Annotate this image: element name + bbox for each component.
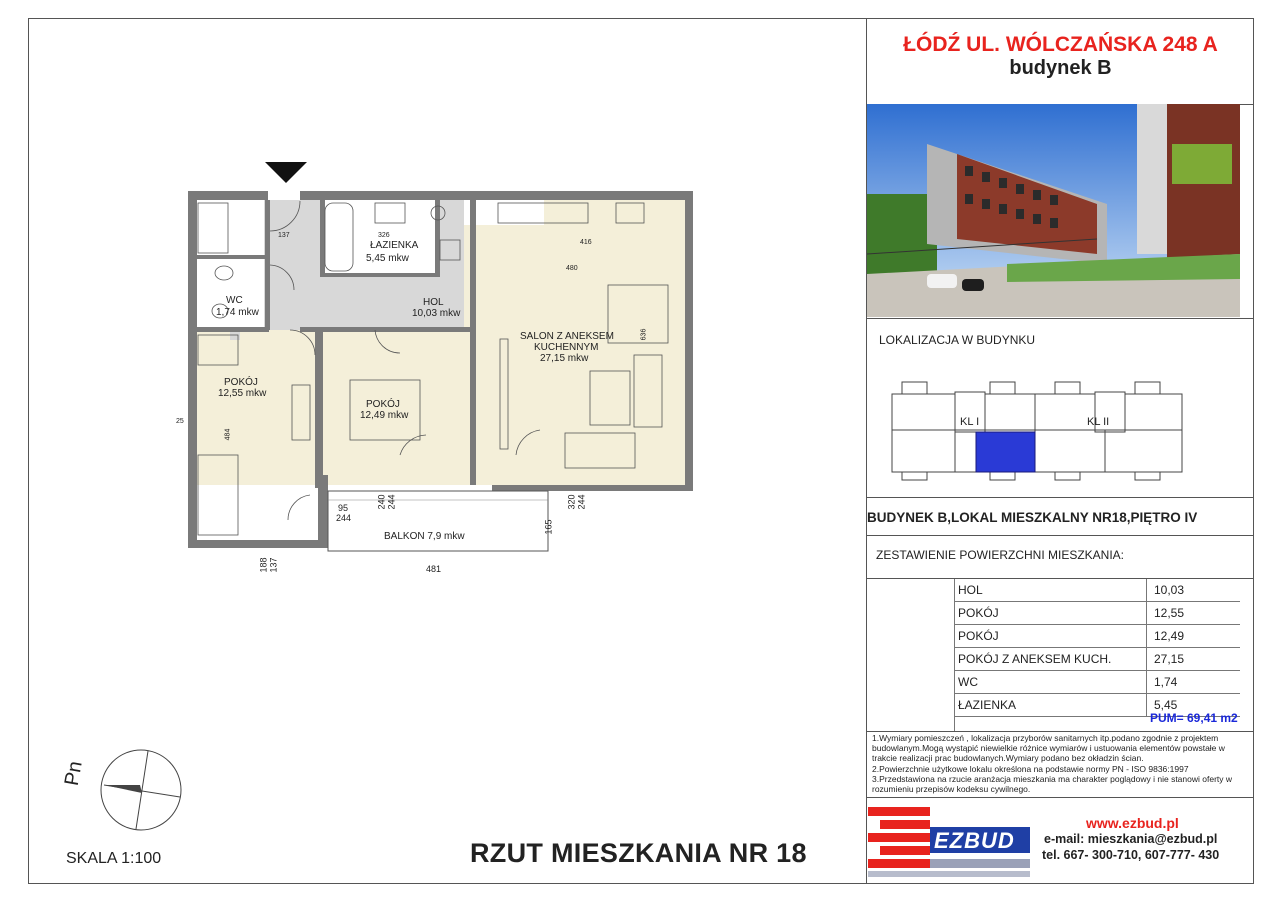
area-row-room: WC bbox=[958, 675, 978, 689]
note-2: 2.Powierzchnie użytkowe lokalu określona na podstawie normy PN - ISO 9836:1997 bbox=[872, 763, 1189, 774]
dim-label: 244 bbox=[576, 494, 587, 510]
room-name-salon-1: SALON Z ANEKSEM bbox=[520, 331, 614, 342]
phone-number: tel. 667- 300-710, 607-777- 430 bbox=[1042, 848, 1220, 862]
area-row-value: 27,15 bbox=[1154, 652, 1185, 666]
dim-label: 320 bbox=[566, 494, 577, 510]
area-row-separator bbox=[1146, 648, 1147, 670]
area-row-room: HOL bbox=[958, 583, 983, 597]
table-bottom-divider bbox=[867, 731, 1254, 732]
total-area: PUM= 69,41 m2 bbox=[1150, 711, 1238, 725]
area-summary-title: ZESTAWIENIE POWIERZCHNI MIESZKANIA: bbox=[876, 548, 1125, 562]
room-area-pokoj-1: 12,55 mkw bbox=[218, 388, 267, 399]
address-title: ŁÓDŹ UL. WÓLCZAŃSKA 248 A bbox=[903, 33, 1218, 56]
room-name-lazienka: ŁAZIENKA bbox=[370, 240, 419, 251]
dim-label: 165 bbox=[543, 519, 554, 535]
area-row-room: POKÓJ bbox=[958, 629, 999, 643]
room-name-pokoj-1: POKÓJ bbox=[224, 377, 258, 388]
dim-label: 137 bbox=[268, 557, 279, 573]
building-render-image bbox=[867, 104, 1240, 317]
area-row-value: 10,03 bbox=[1154, 583, 1185, 597]
dim-label: 95 bbox=[338, 503, 349, 513]
plan-scale: SKALA 1:100 bbox=[66, 850, 162, 867]
notes-block bbox=[872, 733, 1242, 794]
unit-divider bbox=[867, 535, 1254, 536]
logo-text: EZBUD bbox=[934, 828, 1015, 853]
area-row-room: POKÓJ bbox=[958, 606, 999, 620]
notes-divider bbox=[867, 797, 1254, 798]
room-area-wc: 1,74 mkw bbox=[216, 307, 259, 318]
room-name-salon-2: KUCHENNYM bbox=[534, 342, 599, 353]
dim-label: 480 bbox=[566, 265, 578, 272]
area-table bbox=[954, 579, 1240, 717]
dim-label: 137 bbox=[278, 232, 290, 239]
render-divider bbox=[867, 318, 1254, 319]
dim-label: 636 bbox=[640, 328, 648, 341]
website-link[interactable]: www.ezbud.pl bbox=[1086, 815, 1179, 831]
area-row-separator bbox=[1146, 625, 1147, 647]
note-1: 1.Wymiary pomieszczeń , lokalizacja przyborów sanitarnych itp.podano zgodnie z projektem budowlanym.Mogą wystąpić niewielkie różnice wymiarów i ustuowania elementów powstałe w trakcie realizacji prac budowlanych.Wymiary podano bez okładzin ścian. bbox=[872, 733, 1225, 764]
location-title: LOKALIZACJA W BUDYNKU bbox=[879, 333, 1036, 347]
location-divider bbox=[867, 497, 1254, 498]
building-subtitle: budynek B bbox=[1009, 57, 1112, 79]
dim-label: 326 bbox=[378, 232, 390, 239]
building-location-diagram bbox=[880, 372, 1190, 482]
north-arrow bbox=[96, 745, 186, 835]
unit-title: BUDYNEK B,LOKAL MIESZKALNY NR18,PIĘTRO IV bbox=[867, 510, 1198, 525]
area-row-value: 1,74 bbox=[1154, 675, 1178, 689]
dim-label: 481 bbox=[426, 564, 442, 574]
table-left-border bbox=[954, 579, 955, 731]
area-row bbox=[954, 625, 1240, 648]
north-label: Pn bbox=[60, 759, 87, 788]
area-row-separator bbox=[1146, 579, 1147, 601]
stair-label-1: KL I bbox=[960, 416, 980, 428]
room-name-pokoj-2: POKÓJ bbox=[366, 399, 400, 410]
area-row-separator bbox=[1146, 694, 1147, 716]
area-row bbox=[954, 648, 1240, 671]
area-row bbox=[954, 671, 1240, 694]
dim-label: 188 bbox=[258, 557, 269, 573]
area-row-value: 12,49 bbox=[1154, 629, 1185, 643]
room-area-hol: 10,03 mkw bbox=[412, 308, 461, 319]
room-area-lazienka: 5,45 mkw bbox=[366, 253, 409, 264]
area-row-value: 5,45 bbox=[1154, 698, 1178, 712]
area-row-value: 12,55 bbox=[1154, 606, 1185, 620]
dim-label: 244 bbox=[336, 513, 352, 523]
dim-label: 25 bbox=[176, 418, 184, 425]
area-row-room: ŁAZIENKA bbox=[958, 698, 1017, 712]
ezbud-logo bbox=[868, 805, 1033, 880]
area-row-separator bbox=[1146, 602, 1147, 624]
dim-label: 240 bbox=[376, 494, 387, 510]
floor-plan bbox=[170, 155, 730, 585]
room-area-salon: 27,15 mkw bbox=[540, 353, 589, 364]
stair-label-2: KL II bbox=[1087, 416, 1110, 428]
area-row bbox=[954, 602, 1240, 625]
area-row-separator bbox=[1146, 671, 1147, 693]
area-row bbox=[954, 579, 1240, 602]
room-name-hol: HOL bbox=[423, 297, 444, 308]
room-area-pokoj-2: 12,49 mkw bbox=[360, 410, 409, 421]
area-row-room: POKÓJ Z ANEKSEM KUCH. bbox=[958, 652, 1112, 666]
room-name-wc: WC bbox=[226, 295, 243, 306]
dim-label: 416 bbox=[580, 239, 592, 246]
dim-label: 484 bbox=[224, 428, 232, 441]
dim-label: 244 bbox=[386, 494, 397, 510]
email-link[interactable]: e-mail: mieszkania@ezbud.pl bbox=[1044, 832, 1218, 846]
room-balkon: BALKON 7,9 mkw bbox=[384, 531, 465, 542]
plan-title: RZUT MIESZKANIA NR 18 bbox=[470, 838, 807, 868]
note-3: 3.Przedstawiona na rzucie aranżacja mieszkania ma charakter poglądowy i nie stanowi oferty w rozumieniu przepisów kodeksu cywilnego. bbox=[872, 773, 1233, 795]
